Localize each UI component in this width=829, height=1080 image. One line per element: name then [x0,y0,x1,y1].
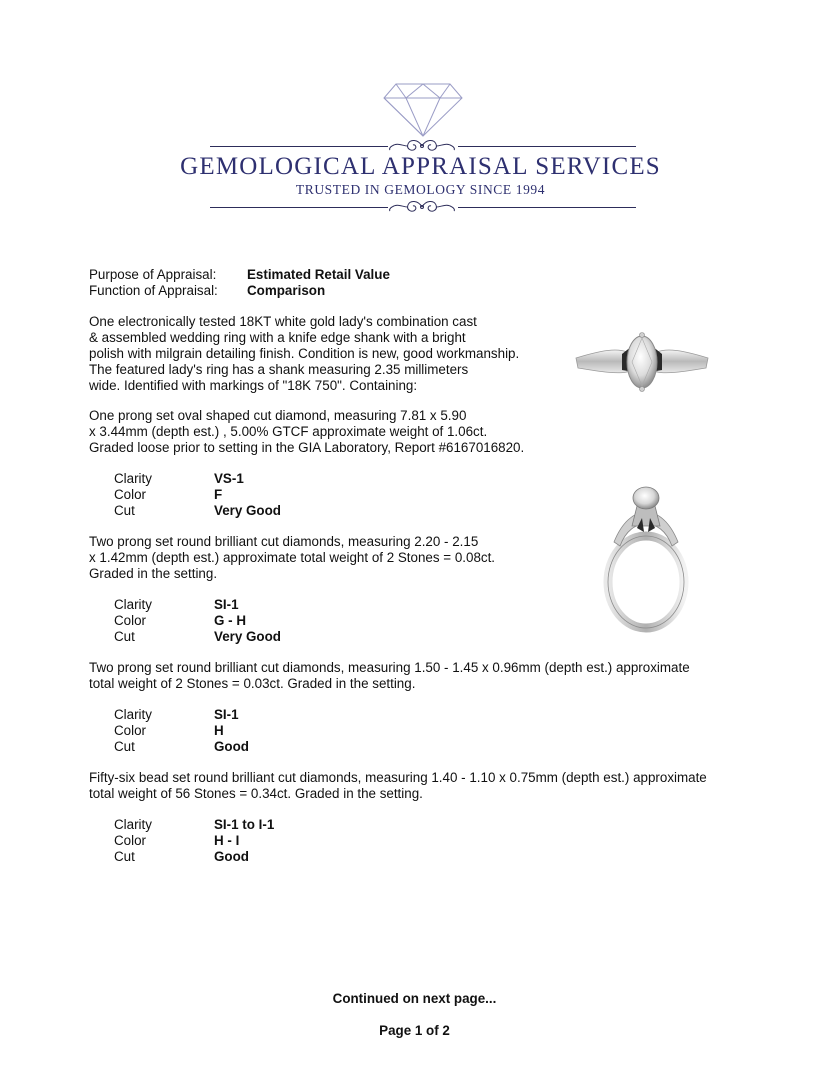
grade-value: H - I [214,833,240,848]
grade-row [114,849,414,865]
grade-value: SI-1 to I-1 [214,817,275,832]
grade-label: Clarity [114,471,152,486]
top-rule-right [458,146,636,147]
purpose-value: Estimated Retail Value [247,267,390,282]
grade-value: Good [214,849,249,864]
grade-row [114,817,414,833]
grade-label: Color [114,613,146,628]
grade-row [114,833,414,849]
brand-tagline: TRUSTED IN GEMOLOGY SINCE 1994 [295,182,546,197]
function-value: Comparison [247,283,326,298]
grade-block [114,817,414,865]
grade-row [114,597,414,613]
grade-value: Very Good [214,629,281,644]
grade-row [114,487,414,503]
grade-label: Cut [114,629,135,644]
grade-value: H [214,723,224,738]
bottom-rule-left [210,207,388,208]
grade-block [114,597,414,645]
function-label: Function of Appraisal: [89,283,218,298]
scroll-ornament-icon [386,197,458,221]
stone-description: Fifty-six bead set round brilliant cut diamonds, measuring 1.40 - 1.10 x 0.75mm (depth est.) approximate total weight of 56 Stones = 0.34ct. Graded in the setting. [89,770,707,801]
grade-value: SI-1 [214,597,239,612]
continued-note: Continued on next page... [332,991,497,1006]
grade-value: Very Good [214,503,281,518]
grade-row [114,707,414,723]
grade-label: Clarity [114,597,152,612]
grade-label: Color [114,723,146,738]
grade-value: F [214,487,223,502]
purpose-label: Purpose of Appraisal: [89,267,217,282]
stone-description: Two prong set round brilliant cut diamonds, measuring 1.50 - 1.45 x 0.96mm (depth est.) approximate total weight of 2 Stones = 0.03ct. Graded in the setting. [89,660,690,691]
page-number: Page 1 of 2 [379,1023,450,1038]
grade-row [114,723,414,739]
grade-label: Clarity [114,707,152,722]
grade-value: Good [214,739,249,754]
grade-row [114,613,414,629]
grade-row [114,503,414,519]
grade-label: Cut [114,739,135,754]
grade-value: SI-1 [214,707,239,722]
ring-top-view-photo [572,328,712,404]
grade-value: G - H [214,613,246,628]
brand-name: GEMOLOGICAL APPRAISAL SERVICES [180,153,661,180]
top-rule-left [210,146,388,147]
grade-label: Clarity [114,817,152,832]
grade-block [114,471,414,519]
grade-label: Cut [114,503,135,518]
grade-label: Color [114,833,146,848]
grade-block [114,707,414,755]
stone-description: One prong set oval shaped cut diamond, measuring 7.81 x 5.90 x 3.44mm (depth est.) , 5.00% GTCF approximate weight of 1.06ct. Graded loose prior to setting in the GIA Laboratory, Report #6167016820. [89,408,525,455]
ring-description: One electronically tested 18KT white gold lady's combination cast & assembled wedding ring with a knife edge shank with a bright polish with milgrain detailing finish. Condition is new, good workmanship. The featured lady's ring has a shank measuring 2.35 millimeters wide. Identified with markings of "18K 750". Containing: [89,314,520,393]
bottom-rule-right [458,207,636,208]
grade-label: Color [114,487,146,502]
grade-label: Cut [114,849,135,864]
grade-row [114,471,414,487]
diamond-logo-icon [382,82,464,142]
ring-side-view-photo [588,482,698,642]
grade-row [114,739,414,755]
grade-row [114,629,414,645]
grade-value: VS-1 [214,471,244,486]
stone-description: Two prong set round brilliant cut diamonds, measuring 2.20 - 2.15 x 1.42mm (depth est.) approximate total weight of 2 Stones = 0.08ct. Graded in the setting. [89,534,496,581]
